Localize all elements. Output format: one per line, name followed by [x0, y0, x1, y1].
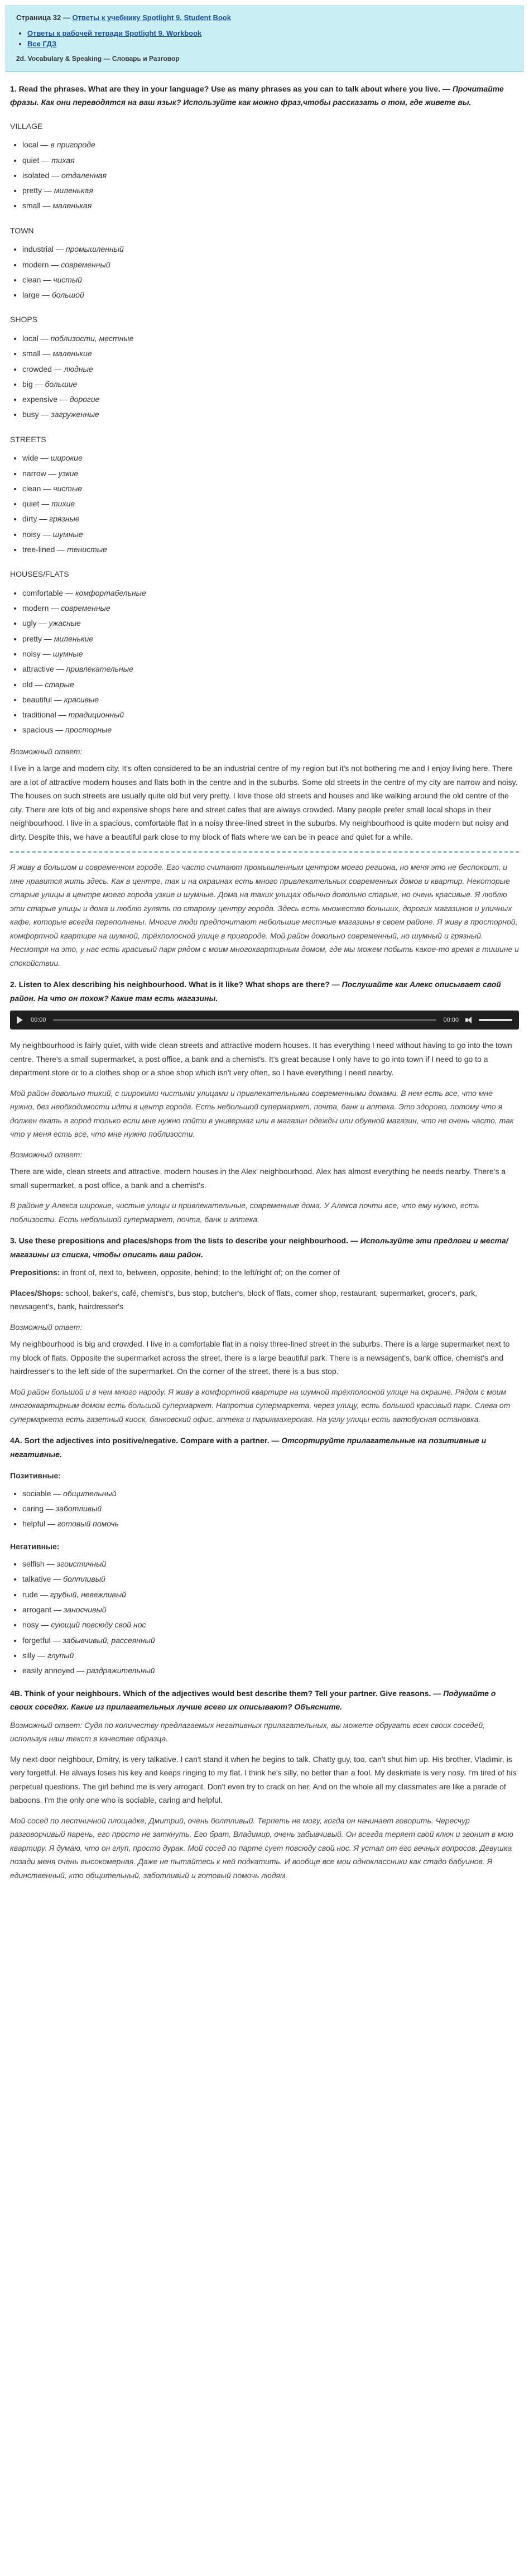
word-en: easily annoyed — — [22, 1666, 87, 1675]
list-item — [22, 331, 519, 346]
list-item — [22, 496, 519, 511]
list-item — [22, 1572, 519, 1587]
end-time: 00:00 — [443, 1016, 459, 1023]
word-en: local — — [22, 333, 51, 343]
task4b-title-en: 4B. Think of your neighbours. Which of the adjectives would best describe them? Tell your partner. Give reasons. — — [10, 1688, 444, 1698]
places-list: school, baker's, café, chemist's, bus stop, butcher's, block of flats, corner shop, restaurant, supermarket, grocer's, park, newsagent's, bank, hairdresser's — [10, 1288, 478, 1311]
word-en: comfortable — — [22, 588, 75, 597]
word-en: beautiful — — [22, 695, 64, 704]
word-ru: широкие — [50, 453, 83, 463]
negative-heading: Негативные: — [10, 1541, 60, 1551]
list-item — [22, 1557, 519, 1572]
word-ru: общительный — [63, 1488, 117, 1498]
word-ru: современные — [61, 604, 110, 613]
word-ru: дорогие — [69, 395, 100, 404]
word-ru: чистые — [53, 483, 83, 493]
word-en: attractive — — [22, 664, 66, 674]
answer-text-ru: Мой сосед по лестничной площадке, Дмитрий, очень болтливый. Терпеть не могу, когда он начинает говорить. Чересчур разговорчивый парень, его просто не заткнуть. Его брат, Владимир, очень забывчивый. Он всегда теряет свой ключ и звонит в мою квартиру. Я думаю, что он глуп, просто дурак. Мой сосед по парте сует повсюду свой нос. Я устал от его вечных вопросов. Девушка позади меня очень высокомерная. Даже не пытайтесь к ней подкатить. И вообще все мои одноклассники как стадо бабуинов. Я единственный, кто общительный, заботливый и готовый помочь людям. — [10, 1816, 513, 1880]
word-en: narrow — — [22, 468, 59, 478]
vocab-village — [10, 119, 519, 214]
word-ru: загруженные — [51, 410, 99, 419]
vocab-streets — [10, 433, 519, 558]
transcript-ru: Мой район довольно тихий, с широкими чистыми улицами и привлекательными современными домами. В нем есть все, что мне нужно, без необходимости идти в центр города. Есть небольшой супермаркет, почта, банк и аптека. Это здорово, потому что я должен ехать в город только если мне нужно пойти в универмаг или в магазин одежды или обувной магазин, что не очень часто, так что у меня есть все, что мне нужно поблизости. — [10, 1088, 514, 1139]
list-item — [22, 257, 519, 272]
task4b-title — [10, 1687, 519, 1714]
list-item — [22, 198, 519, 213]
word-en: quiet — — [22, 499, 52, 509]
task1-title-ru: Прочитайте фразы. Как они переводятся на ваш язык? Используйте как можно фраз,чтобы рассказать о том, где живете вы. — [10, 84, 504, 107]
word-en: clean — — [22, 483, 54, 493]
word-ru: привлекательные — [66, 664, 133, 674]
answer-intro-text: Судя по количеству предлагаемых негативных прилагательных, вы можете обругать всех своих соседей, используя наш текст в качестве образца. — [10, 1720, 485, 1744]
word-ru: узкие — [58, 468, 79, 478]
word-ru: чистый — [53, 275, 83, 284]
breadcrumb — [16, 12, 513, 25]
group-heading: SHOPS — [10, 315, 38, 324]
word-en: quiet — — [22, 155, 52, 165]
word-ru: традиционный — [68, 710, 124, 720]
list-item — [22, 137, 519, 152]
list-item — [22, 511, 519, 526]
word-ru: отдаленная — [61, 170, 107, 180]
vocab-houses — [10, 567, 519, 738]
word-ru: тихие — [51, 499, 75, 509]
task1-title — [10, 82, 519, 109]
places-line — [10, 1286, 519, 1314]
word-en: caring — — [22, 1504, 56, 1514]
answer-text-ru: Я живу в большом и современном городе. Его часто считают промышленным центром моего региона, но меня это не беспокоит, и мне нравится жить здесь. Как в центре, так и на окраинах есть много привлекательных современных домов и квартир. Некоторые старые улицы в центре моего города узкие и шумные. Дома на таких улицах обычно довольно старые, но очень красивые. Я люблю эти старые улицы и дома и люблю гулять по старому центру города. Здесь есть множество больших, дорогих магазинов и уличных кафе, которые всегда переполнены. Многие люди предпочитают небольшие местные магазины в своем районе. Я живу в просторной, комфортной квартире на шумной, трёхполосной улице в пригороде. Мой район довольно современный, но шумный и грязный. Несмотря на это, у нас есть красивый парк рядом с моим многоквартирным домом, где мы можем побыть какое-то время в тишине и спокойствии. — [10, 863, 519, 968]
current-time: 00:00 — [31, 1016, 46, 1023]
list-item — [27, 39, 513, 50]
word-ru: шумные — [52, 649, 83, 658]
task3-title — [10, 1234, 519, 1261]
audio-player — [10, 1011, 519, 1030]
word-ru: тенистые — [67, 544, 107, 554]
word-en: forgetful — — [22, 1635, 63, 1645]
word-list — [10, 451, 519, 557]
list-item — [22, 647, 519, 662]
places-label: Places/Shops: — [10, 1288, 64, 1297]
word-ru: старые — [45, 679, 74, 689]
list-item — [22, 542, 519, 557]
word-en: wide — — [22, 453, 51, 463]
play-icon[interactable] — [17, 1016, 23, 1024]
word-ru: маленькая — [52, 201, 92, 210]
word-ru: просторные — [65, 725, 112, 735]
transcript-en: My neighbourhood is fairly quiet, with wide clean streets and attractive modern houses. It has everything I need without having to go into the town centre. There's a small supermarket, a post office, a bank and a chemist's. It's great because I only have to go into town if I need to go to a department store or to a clothes shop or a shoe shop which isn't very often, so I have everything I need nearby. — [10, 1041, 512, 1078]
answer-label: Возможный ответ: — [10, 1720, 83, 1730]
list-item — [22, 466, 519, 481]
task1-title-en: 1. Read the phrases. What are they in your language? Use as many phrases as you can to talk about where you live. — — [10, 84, 453, 93]
workbook-link[interactable]: Ответы к рабочей тетради Spotlight 9. Workbook — [27, 28, 202, 37]
list-item — [22, 1501, 519, 1516]
word-en: noisy — — [22, 649, 53, 658]
list-item — [22, 362, 519, 377]
word-en: selfish — — [22, 1559, 57, 1569]
list-item — [22, 1587, 519, 1602]
word-en: modern — — [22, 260, 61, 269]
positive-heading: Позитивные: — [10, 1471, 61, 1481]
list-item — [22, 407, 519, 422]
word-en: expensive — — [22, 395, 70, 404]
list-item — [22, 1602, 519, 1617]
word-list — [10, 331, 519, 423]
word-ru: глупый — [47, 1650, 74, 1660]
word-ru: раздражительный — [86, 1666, 155, 1675]
word-en: clean — — [22, 275, 54, 284]
word-ru: большие — [45, 379, 78, 389]
list-item — [22, 1617, 519, 1632]
prepositions-label: Prepositions: — [10, 1268, 60, 1277]
word-ru: тихая — [51, 155, 75, 165]
word-ru: современный — [61, 260, 110, 269]
word-ru: поблизости, местные — [50, 333, 134, 343]
list-item — [22, 616, 519, 631]
answer-text-en: There are wide, clean streets and attractive, modern houses in the Alex' neighbourhood. Alex has almost everything he needs nearby. There's a small supermarket, a post office, a bank and a chemist's. — [10, 1167, 506, 1190]
word-en: local — — [22, 140, 51, 150]
task3-title-ru: Используйте эти предлоги и места/магазины из списка, чтобы описать ваш район. — [10, 1236, 508, 1259]
list-item — [22, 168, 519, 183]
task3-title-en: 3. Use these prepositions and places/shops from the lists to describe your neighbourhood. — — [10, 1236, 360, 1246]
word-ru: в пригороде — [50, 140, 95, 150]
main-content — [6, 82, 523, 1882]
word-en: traditional — — [22, 710, 69, 720]
answer-label: Возможный ответ: — [10, 746, 83, 756]
word-en: noisy — — [22, 529, 53, 539]
word-ru: эгоистичный — [56, 1559, 107, 1569]
answer-text-en: My neighbourhood is big and crowded. I live in a comfortable flat in a noisy three-lined street in the suburbs. There is a large supermarket next to my block of flats. Opposite the supermarket across the street, there is a large beautiful park. There is a newsagent's, bank office, chemist's and hairdresser's to the left side of the supermarket. On the corner of the street, there is a bus stop. — [10, 1339, 510, 1376]
positive-list — [10, 1486, 519, 1532]
list-item — [22, 1663, 519, 1678]
word-en: tree-lined — — [22, 544, 68, 554]
word-ru: большой — [51, 290, 84, 300]
word-en: silly — — [22, 1650, 48, 1660]
answer-label: Возможный ответ: — [10, 1150, 83, 1159]
word-en: isolated — — [22, 170, 62, 180]
word-ru: ужасные — [49, 619, 81, 628]
answer-text-ru: В районе у Алекса широкие, чистые улицы и привлекательные, современные дома. У Алекса почти все, что ему нужно, есть поблизости. Есть небольшой супермаркет, почта, банк и аптека. — [10, 1201, 479, 1224]
volume-slider[interactable] — [479, 1019, 512, 1021]
word-ru: промышленный — [65, 245, 124, 254]
list-item — [22, 451, 519, 466]
group-heading: VILLAGE — [10, 121, 43, 131]
word-en: sociable — — [22, 1488, 64, 1498]
word-en: spacious — — [22, 725, 66, 735]
task4b-title-ru: Подумайте о своих соседях. Какие из прилагательных лучше всего их описывают? Объясните. — [10, 1688, 496, 1712]
answer-label: Возможный ответ: — [10, 1322, 83, 1332]
vocab-shops — [10, 313, 519, 422]
related-links — [16, 28, 513, 50]
word-list — [10, 137, 519, 213]
word-en: talkative — — [22, 1574, 64, 1584]
word-ru: шумные — [52, 529, 83, 539]
word-en: crowded — — [22, 364, 64, 374]
word-ru: заносчивый — [63, 1605, 107, 1615]
list-item — [27, 28, 513, 39]
list-item — [22, 288, 519, 303]
list-item — [22, 1516, 519, 1531]
word-ru: готовый помочь — [57, 1519, 119, 1529]
answer-text-en: My next-door neighbour, Dmitry, is very talkative. I can't stand it when he begins to talk. Chatty guy, too, can't shut him up. His brother, Vladimir, is very forgetful. He always loses his key and keeps ringing to my flat. I think he's silly, no better than a fool. My deskmate is very nosy. I'm tired of his perpetual questions. The girl behind me is very arrogant. Don't even try to crack on her. And on the whole all my classmates are like a parade of baboons. I'm the only one who is sociable, caring and helpful. — [10, 1754, 517, 1805]
word-en: small — — [22, 349, 53, 358]
word-ru: миленькие — [54, 634, 94, 643]
nav-box — [6, 6, 523, 72]
page-prefix: Страница 32 — — [16, 13, 73, 22]
word-en: industrial — — [22, 245, 66, 254]
list-item — [22, 586, 519, 601]
task4a-title-ru: Отсортируйте прилагательные на позитивные и негативные. — [10, 1436, 487, 1459]
task2-title — [10, 978, 519, 1005]
divider — [10, 851, 519, 853]
task4a-title-en: 4A. Sort the adjectives into positive/negative. Compare with a partner. — — [10, 1436, 282, 1445]
list-item — [22, 183, 519, 198]
group-heading: HOUSES/FLATS — [10, 569, 69, 579]
word-en: large — — [22, 290, 52, 300]
word-en: small — — [22, 201, 53, 210]
list-item — [22, 1633, 519, 1648]
task4a-title — [10, 1434, 519, 1461]
word-ru: людные — [64, 364, 93, 374]
word-ru: красивые — [64, 695, 99, 704]
prepositions-line — [10, 1266, 519, 1280]
word-en: helpful — — [22, 1519, 58, 1529]
word-ru: заботливый — [55, 1504, 102, 1514]
word-list — [10, 586, 519, 738]
all-gdz-link[interactable]: Все ГДЗ — [27, 40, 57, 49]
list-item — [22, 601, 519, 616]
negative-list — [10, 1557, 519, 1678]
word-en: arrogant — — [22, 1605, 64, 1615]
answer-text-ru: Мой район большой и в нем много народу. Я живу в комфортной квартире на шумной трёхполосной улице на окраине. Рядом с моим многоквартирным домом есть большой супермаркет. Напротив супермаркета, через улицу, есть большой красивый парк. Слева от супермаркета есть газетный киоск, банковский офис, аптека и парикмахерская. На углу улицы есть автобусная остановка. — [10, 1387, 511, 1424]
list-item — [22, 153, 519, 168]
word-en: busy — — [22, 410, 51, 419]
list-item — [22, 722, 519, 738]
list-item — [22, 346, 519, 361]
word-ru: грязные — [49, 514, 80, 524]
group-heading: STREETS — [10, 434, 46, 444]
word-ru: сующий повсюду свой нос — [51, 1620, 146, 1630]
list-item — [22, 481, 519, 496]
answer-intro — [10, 1718, 519, 1746]
word-ru: грубый, невежливый — [50, 1589, 126, 1599]
list-item — [22, 1648, 519, 1663]
audio-progress-bar[interactable] — [53, 1019, 437, 1021]
list-item — [22, 527, 519, 542]
task2-title-ru: Послушайте как Алекс описывает свой район. На что он похож? Какие там есть магазины. — [10, 980, 501, 1003]
word-ru: комфортабельные — [75, 588, 146, 597]
volume-icon[interactable] — [465, 1017, 474, 1023]
list-item — [22, 392, 519, 407]
list-item — [22, 692, 519, 707]
word-ru: болтливый — [63, 1574, 105, 1584]
prepositions-list: in front of, next to, between, opposite, behind; to the left/right of; on the corner of — [60, 1268, 340, 1277]
answer-text-en: I live in a large and modern city. It's often considered to be an industrial centre of my region but it's not bothering me and I enjoy living here. There are a lot of attractive modern houses and flats both in the centre and in the suburbs. Some old streets in the centre of my city are narrow and noisy. The houses on such streets are usually quite old but very pretty. I love those old streets and houses and like walking around the old centre of the city. There are lots of big and expensive shops here and street cafes that are always crowded. Many people prefer small local shops in their neighbourhood. I live in a spacious, comfortable flat in a noisy three-lined street in the suburbs. My neighbourhood is quite modern but noisy and dirty. Despite this, we have a beautiful park close to my block of flats where we can be in peace and quiet for a while. — [10, 764, 518, 841]
word-en: ugly — — [22, 619, 49, 628]
list-item — [22, 242, 519, 257]
list-item — [22, 677, 519, 692]
list-item — [22, 272, 519, 288]
word-en: dirty — — [22, 514, 50, 524]
group-heading: TOWN — [10, 226, 34, 235]
student-book-link[interactable]: Ответы к учебнику Spotlight 9. Student Book — [72, 13, 231, 22]
word-en: big — — [22, 379, 45, 389]
word-ru: забывчивый, рассеянный — [62, 1635, 155, 1645]
list-item — [22, 1486, 519, 1501]
word-en: rude — — [22, 1589, 50, 1599]
word-en: pretty — — [22, 634, 54, 643]
list-item — [22, 707, 519, 722]
word-list — [10, 242, 519, 303]
word-ru: маленькие — [52, 349, 92, 358]
task2-title-en: 2. Listen to Alex describing his neighbourhood. What is it like? What shops are there? — — [10, 980, 342, 989]
section-title: 2d. Vocabulary & Speaking — Словарь и Разговор — [16, 54, 180, 63]
word-en: pretty — — [22, 186, 54, 195]
vocab-town — [10, 224, 519, 303]
list-item — [22, 631, 519, 647]
list-item — [22, 662, 519, 677]
word-ru: миленькая — [54, 186, 93, 195]
word-en: nosy — — [22, 1620, 51, 1630]
word-en: modern — — [22, 604, 61, 613]
list-item — [22, 377, 519, 392]
word-en: old — — [22, 679, 45, 689]
